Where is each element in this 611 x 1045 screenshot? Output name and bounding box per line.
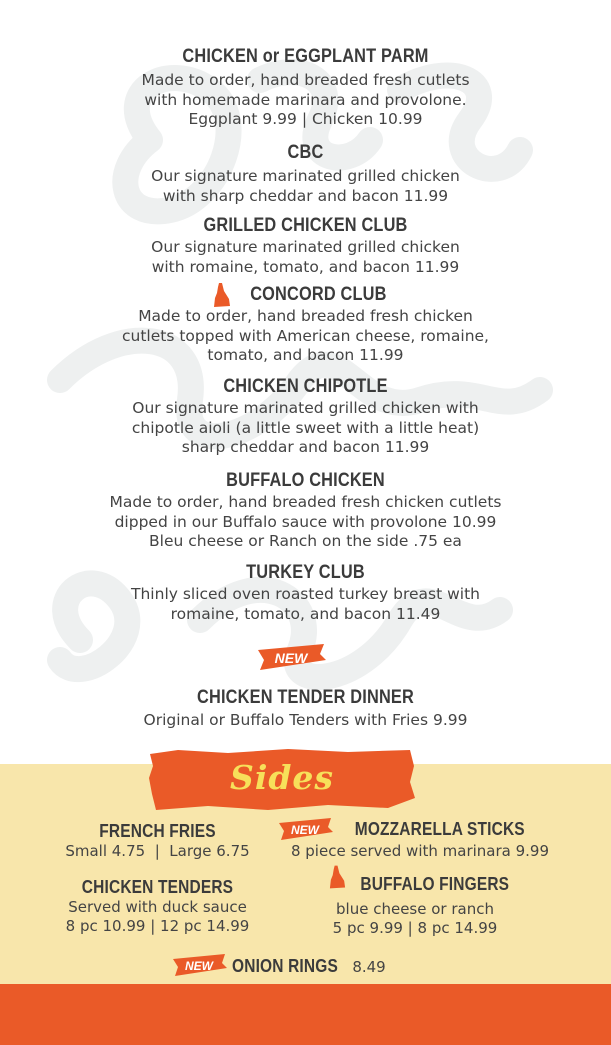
item-name: CBC: [287, 142, 324, 163]
item-name: BUFFALO CHICKEN: [226, 470, 385, 491]
item-name: ONION RINGS: [232, 956, 338, 976]
item-price: 8.49: [352, 958, 386, 976]
new-badge-icon: [254, 642, 328, 672]
item-description: Made to order, hand breaded fresh chicken cutlets topped with American cheese, romaine, tomato, and bacon 11.99: [122, 307, 489, 364]
sides-title: Sides: [229, 758, 335, 797]
menu-item-cbc: [0, 142, 611, 206]
menu-item-grilled-chicken-club: [0, 215, 611, 277]
footer-bar: [0, 984, 611, 1045]
item-description: 8 piece served with marinara 9.99: [290, 842, 550, 860]
item-name: CONCORD CLUB: [250, 284, 387, 305]
item-description: Served with duck sauce 8 pc 10.99 | 12 pc 14.99: [65, 898, 250, 935]
item-description: Thinly sliced oven roasted turkey breast with romaine, tomato, and bacon 11.49: [131, 585, 480, 623]
item-description: Our signature marinated grilled chicken with chipotle aioli (a little sweet with a little heat) sharp cheddar and bacon 11.99: [131, 399, 480, 456]
menu-item-chicken-eggplant-parm: [0, 46, 611, 130]
item-name: CHICKEN TENDERS: [81, 877, 234, 897]
new-badge-icon: [170, 952, 228, 978]
menu-item-chicken-chipotle: [0, 376, 611, 458]
item-description: Made to order, hand breaded fresh chicken cutlets dipped in our Buffalo sauce with provolone 10.99 Bleu cheese or Ranch on the side .75 ea: [109, 493, 502, 550]
item-name: MOZZARELLA STICKS: [354, 819, 525, 839]
menu-item-concord-club: [0, 284, 611, 366]
item-description: Our signature marinated grilled chicken with romaine, tomato, and bacon 11.99: [151, 238, 460, 276]
item-description: Original or Buffalo Tenders with Fries 9.99: [143, 711, 468, 729]
item-name: BUFFALO FINGERS: [360, 874, 510, 894]
item-description: Made to order, hand breaded fresh cutlets with homemade marinara and provolone. Eggplant 9.99 | Chicken 10.99: [141, 71, 470, 128]
side-item-buffalo-fingers: [290, 873, 540, 938]
new-badge-label: NEW: [291, 823, 319, 837]
item-description: blue cheese or ranch 5 pc 9.99 | 8 pc 14.99: [332, 900, 498, 937]
new-badge-label: NEW: [185, 959, 213, 973]
menu-item-chicken-tender-dinner: [0, 687, 611, 731]
menu-item-turkey-club: [0, 562, 611, 624]
item-name: GRILLED CHICKEN CLUB: [203, 215, 408, 236]
item-description: Small 4.75 | Large 6.75: [65, 842, 250, 860]
item-name: CHICKEN CHIPOTLE: [223, 376, 388, 397]
side-item-mozzarella-sticks: [280, 818, 560, 861]
side-item-onion-rings: [232, 955, 432, 977]
new-badge-label: NEW: [274, 650, 308, 666]
side-item-chicken-tenders: [30, 876, 285, 936]
item-name: TURKEY CLUB: [246, 562, 365, 583]
item-name: FRENCH FRIES: [99, 821, 216, 841]
item-description: Our signature marinated grilled chicken with sharp cheddar and bacon 11.99: [151, 167, 460, 205]
side-item-french-fries: [40, 820, 275, 861]
menu-item-buffalo-chicken: [0, 470, 611, 552]
item-name: CHICKEN or EGGPLANT PARM: [182, 46, 429, 67]
item-name: CHICKEN TENDER DINNER: [197, 687, 414, 708]
